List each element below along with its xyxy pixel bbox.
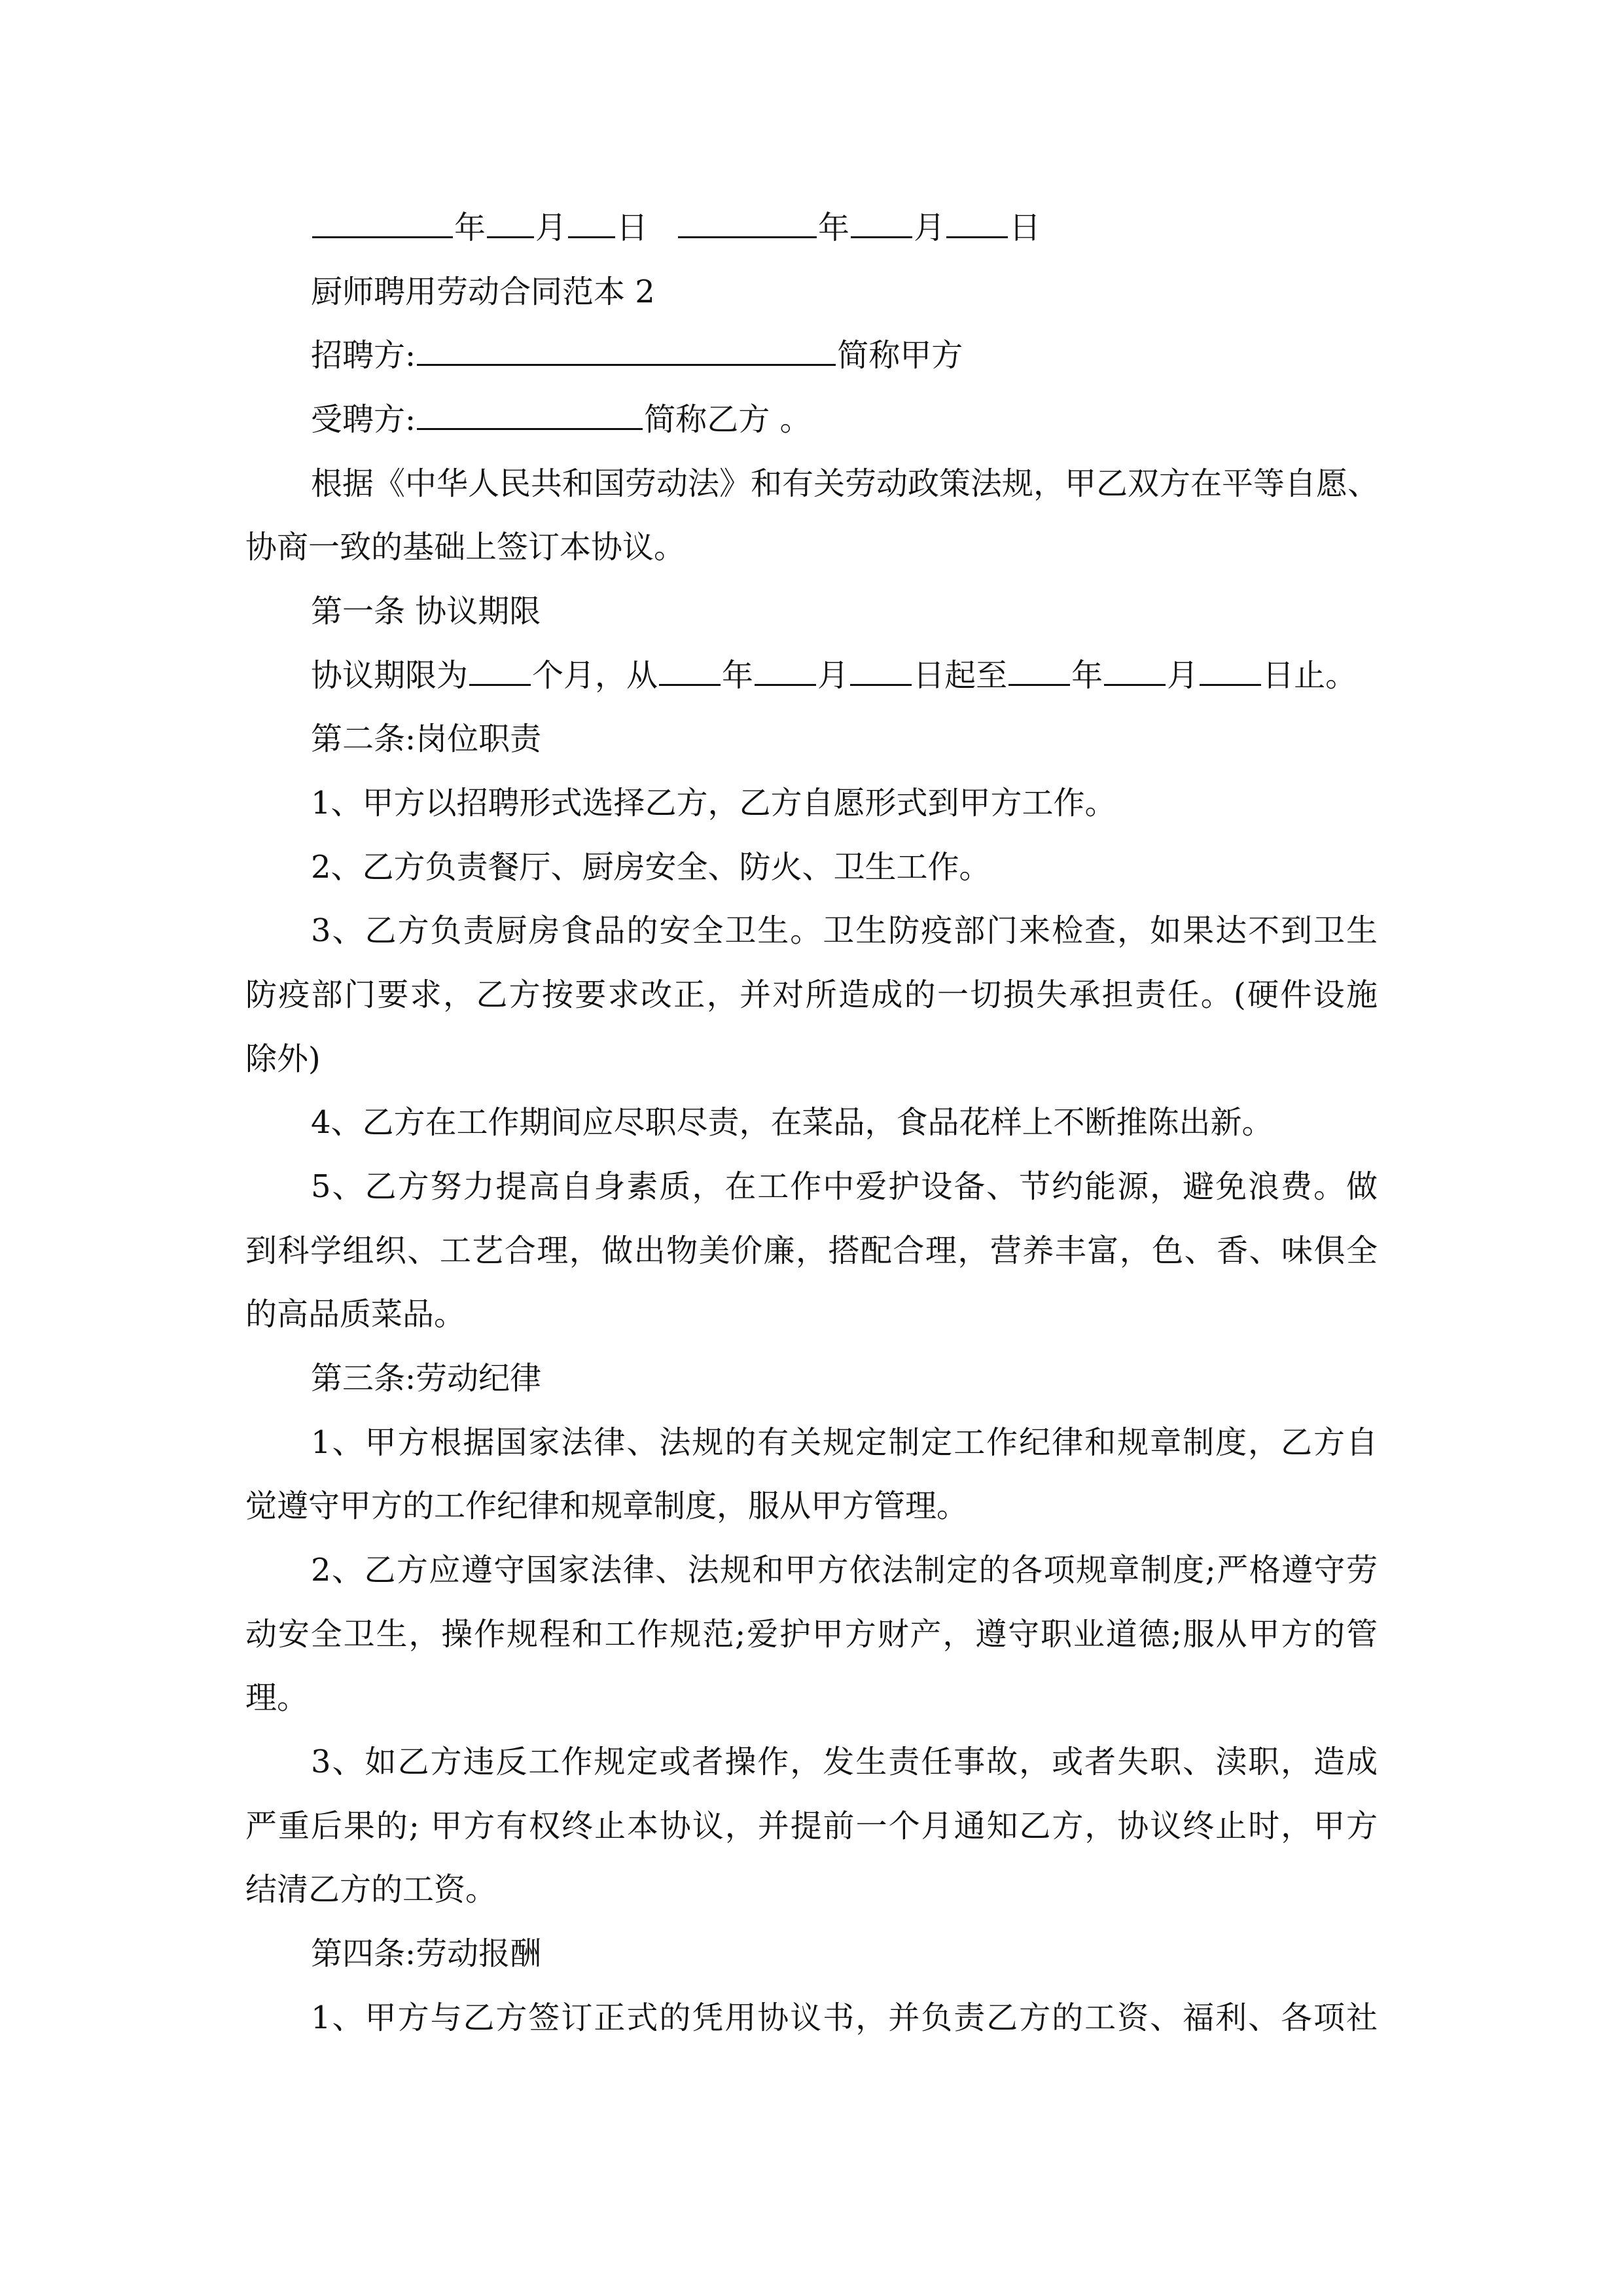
term-month-to: 月	[1167, 657, 1199, 694]
term-day-from: 日起至	[913, 657, 1008, 694]
blank-month-b	[851, 200, 912, 238]
article3-item1-line-1: 1、甲方根据国家法律、法规的有关规定制定工作纪律和规章制度，乙方自	[311, 1424, 1378, 1461]
term-year-from: 年	[722, 657, 754, 694]
date-day-a: 日	[616, 209, 649, 246]
article1-heading: 第一条 协议期限	[311, 593, 541, 630]
term-day-blank-from	[850, 647, 912, 686]
article2-item3-line-1: 3、乙方负责厨房食品的安全卫生。卫生防疫部门来检查，如果达不到卫生	[311, 912, 1378, 949]
blank-day-b	[946, 200, 1008, 238]
term-day-blank-to	[1200, 647, 1261, 686]
employee-suffix: 简称乙方 。	[644, 401, 812, 438]
date-year-a: 年	[454, 209, 486, 246]
term-month-blank-from	[755, 647, 816, 686]
article2-item2: 2、乙方负责餐厅、厨房安全、防火、卫生工作。	[311, 849, 991, 886]
term-prefix: 协议期限为	[311, 657, 469, 694]
article3-item3-line-2: 严重后果的; 甲方有权终止本协议，并提前一个月通知乙方，协议终止时，甲方	[245, 1808, 1378, 1844]
article2-item3-line-3: 除外)	[245, 1041, 321, 1077]
date-day-b: 日	[1009, 209, 1041, 246]
term-year-blank-to	[1008, 647, 1070, 686]
article1-term-line	[245, 643, 1378, 708]
article2-item1: 1、甲方以招聘形式选择乙方，乙方自愿形式到甲方工作。	[311, 785, 1116, 821]
blank-day-a	[568, 200, 615, 238]
article3-item2-line-1: 2、乙方应遵守国家法律、法规和甲方依法制定的各项规章制度;严格遵守劳	[311, 1552, 1378, 1588]
article4-item1-line-1: 1、甲方与乙方签订正式的凭用协议书，并负责乙方的工资、福利、各项社	[311, 2000, 1378, 2036]
term-day-to: 日止。	[1262, 657, 1357, 694]
employee-line	[245, 387, 1378, 452]
employer-label: 招聘方:	[311, 337, 416, 374]
article4-heading: 第四条:劳动报酬	[311, 1935, 542, 1972]
blank-month-a	[487, 200, 534, 238]
article3-item1-line-2: 觉遵守甲方的工作纪律和规章制度，服从甲方管理。	[245, 1488, 969, 1524]
term-month-blank-to	[1104, 647, 1166, 686]
article2-item5-line-3: 的高品质菜品。	[245, 1296, 466, 1333]
signature-date-line	[245, 196, 1378, 260]
term-month-from: 月	[817, 657, 849, 694]
article2-heading: 第二条:岗位职责	[311, 721, 542, 757]
article2-item5-line-1: 5、乙方努力提高自身素质，在工作中爱护设备、节约能源，避免浪费。做	[311, 1168, 1378, 1205]
preamble-line-2: 协商一致的基础上签订本协议。	[245, 529, 686, 565]
article3-item3-line-1: 3、如乙方违反工作规定或者操作，发生责任事故，或者失职、渎职，造成	[311, 1744, 1378, 1780]
article3-item2-line-3: 理。	[245, 1679, 309, 1716]
article2-item4: 4、乙方在工作期间应尽职尽责，在菜品，食品花样上不断推陈出新。	[311, 1104, 1274, 1141]
article3-item3-line-3: 结清乙方的工资。	[245, 1871, 497, 1908]
article3-item2-line-2: 动安全卫生，操作规程和工作规范;爱护甲方财产，遵守职业道德;服从甲方的管	[245, 1616, 1378, 1653]
date-month-b: 月	[914, 209, 946, 246]
article2-item5-line-2: 到科学组织、工艺合理，做出物美价廉，搭配合理，营养丰富，色、香、味俱全	[245, 1232, 1378, 1269]
employer-blank	[417, 327, 836, 366]
term-year-to: 年	[1071, 657, 1103, 694]
blank-year-b	[678, 200, 817, 238]
article2-item3-line-2: 防疫部门要求，乙方按要求改正，并对所造成的一切损失承担责任。(硬件设施	[245, 977, 1378, 1013]
employee-blank	[417, 391, 643, 430]
date-month-a: 月	[535, 209, 567, 246]
preamble-line-1: 根据《中华人民共和国劳动法》和有关劳动政策法规，甲乙双方在平等自愿、	[311, 465, 1380, 502]
employee-label: 受聘方:	[311, 401, 416, 438]
article3-heading: 第三条:劳动纪律	[311, 1360, 542, 1397]
document-title: 厨师聘用劳动合同范本 2	[311, 274, 655, 310]
blank-year-a	[312, 200, 453, 238]
date-year-b: 年	[818, 209, 850, 246]
employer-suffix: 简称甲方	[837, 337, 963, 374]
term-months: 个月，从	[532, 657, 658, 694]
term-year-blank-from	[659, 647, 721, 686]
term-months-blank	[469, 647, 531, 686]
employer-line	[245, 323, 1378, 387]
